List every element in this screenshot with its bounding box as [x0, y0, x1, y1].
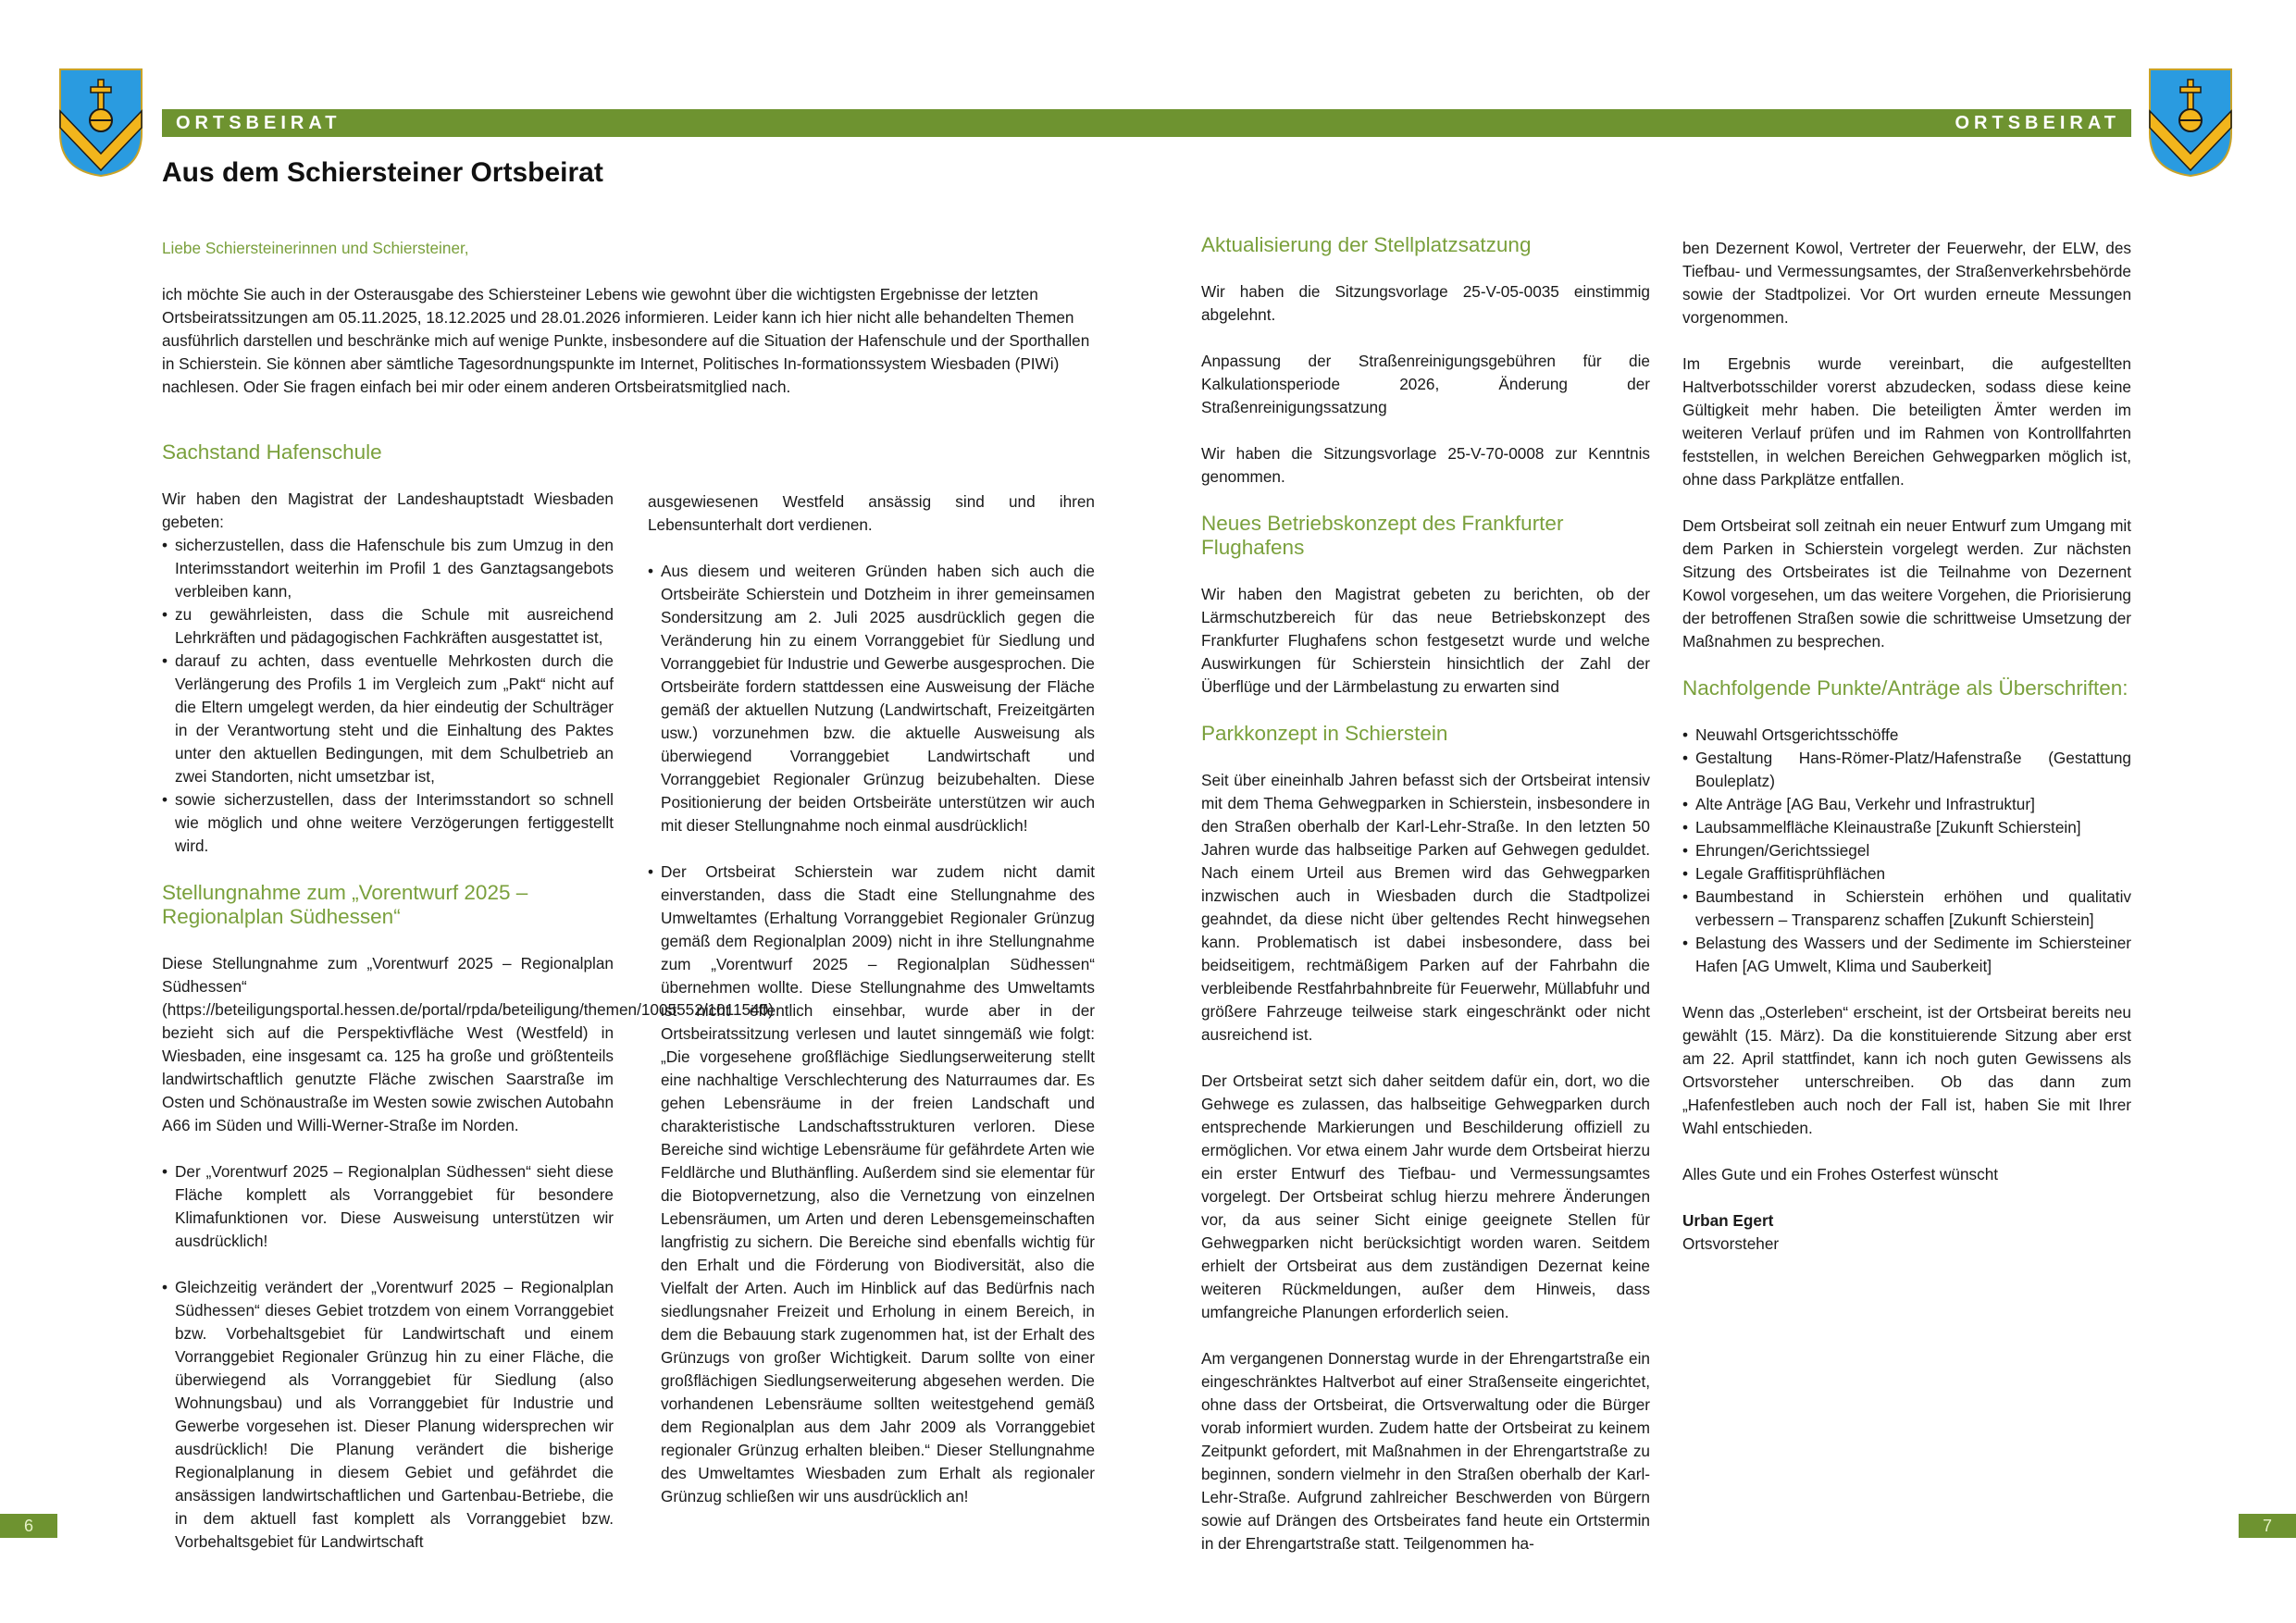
list-item: • sowie sicherzustellen, dass der Interimsstandort so schnell wie möglich und ohne weitere Verzögerungen fertiggestellt wird.: [162, 788, 614, 858]
page-title: Aus dem Schiersteiner Ortsbeirat: [162, 157, 603, 188]
list-item: • Gleichzeitig verändert der „Vorentwurf 2025 – Regionalplan Südhessen“ dieses Gebiet trotzdem von einem Vorranggebiet bzw. Vorbehaltsgebiet für Landwirtschaft und einem Vorranggebiet Regionaler Grünzug hin zu einer Fläche, die überwiegend als Vorranggebiet für Siedlung (also Wohnungsbau) und als Vorranggebiet für Industrie und Gewerbe vorgesehen ist. Dieser Planung widersprechen wir ausdrücklich! Die Planung verändert die bisherige Regionalplanung in diesem Gebiet und gefährdet die ansässigen landwirtschaftlichen und Gartenbau-Betriebe, die in dem aktuell fast komplett als Vorranggebiet bzw. Vorbehaltsgebiet für Landwirtschaft: [162, 1276, 614, 1554]
heading-regionalplan: Stellungnahme zum „Vorentwurf 2025 – Regionalplan Südhessen“: [162, 881, 528, 928]
list-item: • Belastung des Wassers und der Sedimente im Schiersteiner Hafen [AG Umwelt, Klima und Sauberkeit]: [1682, 932, 2131, 978]
paragraph: Wir haben den Magistrat gebeten zu berichten, ob der Lärmschutzbereich für das neue Betriebskonzept des Frankfurter Flughafens schon festgesetzt wurde und welche Auswirkungen für Schierstein hinsichtlich der Zahl der Überflüge und der Lärmbelastung zu erwarten sind: [1201, 585, 1650, 696]
column-3: [1201, 233, 1650, 1579]
section-label-right: ORTSBEIRAT: [1955, 113, 2120, 133]
paragraph: ben Dezernent Kowol, Vertreter der Feuerwehr, der ELW, des Tiefbau- und Vermessungsamtes, der Straßenverkehrsbehörde sowie der Stadtpolizei. Vor Ort wurden erneute Messungen vorgenommen.: [1682, 239, 2131, 327]
list-item: • Alte Anträge [AG Bau, Verkehr und Infrastruktur]: [1682, 793, 2131, 816]
heading-parkkonzept: Parkkonzept in Schierstein: [1201, 722, 1448, 745]
intro-text: ich möchte Sie auch in der Osterausgabe des Schiersteiner Lebens wie gewohnt über die wichtigsten Ergebnisse der letzten Ortsbeiratssitzungen am 05.11.2025, 18.12.2025 und 28.01.2026 informieren. Leider kann ich hier nicht alle behandelten Themen ausführlich darstellen und beschränke mich auf wenige Punkte, insbesondere auf die Situation der Hafenschule und der Sporthallen in Schierstein. Sie können aber sämtliche Tagesordnungspunkte im Internet, Politisches In-formationssystem Wiesbaden (PIWi) nachlesen. Oder Sie fragen einfach bei mir oder einem anderen Ortsbeiratsmitglied nach.: [162, 285, 1090, 396]
intro: [162, 237, 1095, 422]
paragraph: Wir haben die Sitzungsvorlage 25-V-70-0008 zur Kenntnis genommen.: [1201, 444, 1650, 486]
bullet-list: [648, 861, 1095, 1508]
request-list: [162, 534, 614, 858]
list-item: • Ehrungen/Gerichtssiegel: [1682, 839, 2131, 862]
section-bar: [162, 109, 2131, 137]
paragraph: Der Ortsbeirat setzt sich daher seitdem dafür ein, dort, wo die Gehwege es zulassen, das halbseitige Gehwegparken durch entsprechende Markierungen und Beschilderung offiziell zu ermöglichen. Vor etwa einem Jahr wurde dem Ortsbeirat hierzu ein erster Entwurf des Tiefbau- und Vermessungsamtes vorgelegt. Der Ortsbeirat schlug hierzu mehrere Änderungen vor, da aus seiner Sicht einige geeignete Stellen für Gehwegparken nicht berücksichtigt worden waren. Seitdem erhielt der Ortsbeirat aus dem zuständigen Dezernat keine weiteren Rückmeldungen, außer dem Hinweis, dass umfangreiche Planungen erforderlich seien.: [1201, 1072, 1650, 1321]
closing: Alles Gute und ein Frohes Osterfest wünscht: [1682, 1165, 1999, 1183]
column-4: [1682, 237, 2131, 1256]
paragraph: Anpassung der Straßenreinigungsgebühren für die Kalkulationsperiode 2026, Änderung der Straßenreinigungssatzung: [1201, 352, 1650, 416]
coat-of-arms-icon: [57, 67, 144, 178]
list-item: • darauf zu achten, dass eventuelle Mehrkosten durch die Verlängerung des Profils 1 im Vergleich zum „Pakt“ nicht auf die Eltern umgelegt werden, da hier eindeutig der Schulträger in der Verantwortung steht und die Einhaltung des Paktes unter den aktuellen Bedingungen, mit dem Schulbetrieb an zwei Standorten, nicht umsetzbar ist,: [162, 650, 614, 788]
paragraph: Seit über eineinhalb Jahren befasst sich der Ortsbeirat intensiv mit dem Thema Gehwegparken in Schierstein, insbesondere in den Straßen oberhalb der Karl-Lehr-Straße. In den letzten 50 Jahren wurde das halbseitige Parken auf Gehwegen geduldet. Nach einem Urteil aus Bremen wird das Gehwegparken inzwischen auch in Wiesbaden durch die Stadtpolizei geahndet, da diese nicht über geltendes Recht hinwegsehen kann. Problematisch ist dabei insbesondere, dass bei beidseitigem, rechtmäßigem Parken auf der Fahrbahn die verbleibende Restfahrbahnbreite für Feuerwehr, Müllabfuhr und größere Fahrzeuge teilweise stark eingeschränkt oder nicht ausreichend ist.: [1201, 771, 1650, 1044]
signature-role: Ortsvorsteher: [1682, 1234, 1780, 1253]
section-label-left: ORTSBEIRAT: [176, 113, 341, 133]
paragraph: ausgewiesenen Westfeld ansässig sind und ihren Lebensunterhalt dort verdienen.: [648, 492, 1095, 534]
heading-flughafen: Neues Betriebskonzept des Frankfurter Flughafens: [1201, 512, 1564, 559]
greeting: Liebe Schiersteinerinnen und Schiersteiner,: [162, 239, 469, 257]
paragraph: Wir haben die Sitzungsvorlage 25-V-05-0035 einstimmig abgelehnt.: [1201, 282, 1650, 324]
signature-name: Urban Egert: [1682, 1211, 1774, 1230]
paragraph: Wir haben den Magistrat der Landeshauptstadt Wiesbaden gebeten:: [162, 489, 614, 531]
list-item: • Der „Vorentwurf 2025 – Regionalplan Südhessen“ sieht diese Fläche komplett als Vorranggebiet für besondere Klimafunktionen vor. Diese Ausweisung unterstützen wir ausdrücklich!: [162, 1160, 614, 1253]
paragraph: Dem Ortsbeirat soll zeitnah ein neuer Entwurf zum Umgang mit dem Parken in Schierstein vorgelegt werden. Zur nächsten Sitzung des Ortsbeirates ist die Teilnahme von Dezernent Kowol vorgesehen, um das weitere Vorgehen, die Priorisierung der betroffenen Straßen sowie die schrittweise Umsetzung der Maßnahmen zu besprechen.: [1682, 516, 2131, 650]
column-1: [162, 440, 774, 1577]
heading-antraege: Nachfolgende Punkte/Anträge als Überschriften:: [1682, 676, 2128, 700]
list-item: • Gestaltung Hans-Römer-Platz/Hafenstraße (Gestattung Bouleplatz): [1682, 747, 2131, 793]
heading-hafenschule: Sachstand Hafenschule: [162, 440, 382, 464]
list-item: • sicherzustellen, dass die Hafenschule bis zum Umzug in den Interimsstandort weiterhin im Profil 1 des Ganztagsangebots verbleiben kann,: [162, 534, 614, 603]
list-item: • Neuwahl Ortsgerichtsschöffe: [1682, 724, 2131, 747]
paragraph: Wenn das „Osterleben“ erscheint, ist der Ortsbeirat bereits neu gewählt (15. März). Da die konstituierende Sitzung aber erst am 22. April stattfindet, kann ich noch guten Gewissens als Ortsvorsteher unterschreiben. Ob das dann zum „Hafenfestleben auch noch der Fall ist, haben Sie mit Ihrer Wahl entschieden.: [1682, 1003, 2131, 1137]
heading-stellplatzsatzung: Aktualisierung der Stellplatzsatzung: [1201, 233, 1532, 256]
coat-of-arms-icon: [2147, 67, 2234, 178]
list-item: • zu gewährleisten, dass die Schule mit ausreichend Lehrkräften und pädagogischen Fachkräften ausgestattet ist,: [162, 603, 614, 650]
agenda-list: [1682, 724, 2131, 978]
list-item: • Legale Graffitisprühflächen: [1682, 862, 2131, 886]
bullet-list: [648, 560, 1095, 837]
paragraph: Diese Stellungnahme zum „Vorentwurf 2025 – Regionalplan Südhessen“ (https://beteiligungsportal.hessen.de/portal/rpda/beteiligung/themen/1005552/1011540) bezieht sich auf die Perspektivfläche West (Westfeld) in Wiesbaden, eine insgesamt ca. 125 ha große und größtenteils landwirtschaftlich genutzte Fläche zwischen Saarstraße im Osten und Schönaustraße im Westen sowie zwischen Autobahn A66 im Süden und Willi-Werner-Straße im Norden.: [162, 954, 774, 1134]
bullet-list: [162, 1276, 614, 1554]
page-number-left: 6: [0, 1514, 57, 1538]
list-item: • Der Ortsbeirat Schierstein war zudem nicht damit einverstanden, dass die Stadt eine Stellungnahme des Umweltamtes (Erhaltung Vorranggebiet Regionaler Grünzug gemäß dem Regionalplan 2009) nicht in ihre Stellungnahme zum „Vorentwurf 2025 – Regionalplan Südhessen“ übernehmen wollte. Diese Stellungnahme des Umweltamts ist nicht öffentlich einsehbar, wurde aber in der Ortsbeiratssitzung verlesen und lautet sinngemäß wie folgt: „Die vorgesehene großflächige Siedlungserweiterung stellt eine nachhaltige Verschlechterung des Naturraumes dar. Es gehen Lebensräume in der freien Landschaft und charakteristische Landschaftsstrukturen verloren. Diese Bereiche sind wichtige Lebensräume für gefährdete Arten wie Feldlärche und Bluthänfling. Außerdem sind sie elementar für die Biotopvernetzung, also die Vernetzung von einzelnen Lebensräumen, um Arten und deren Lebensgemeinschaften langfristig zu sichern. Die Bereiche sind ebenfalls wichtig für den Erhalt und die Förderung von Biodiversität, also die Vielfalt der Arten. Auch im Hinblick auf das Bedürfnis nach siedlungsnaher Freizeit und Erholung in einem Bereich, in dem die Bebauung stark zugenommen hat, ist der Erhalt des Grünzugs von großer Wichtigkeit. Darum sollte von einer großflächigen Siedlungserweiterung abgesehen werden. Die vorhandenen Lebensräume sollten weitestgehend gemäß dem Regionalplan aus dem Jahr 2009 als Vorranggebiet regionaler Grünzug erhalten bleiben.“ Dieser Stellungnahme des Umweltamtes Wiesbaden zum Erhalt als regionaler Grünzug schließen wir uns ausdrücklich an!: [648, 861, 1095, 1508]
list-item: • Aus diesem und weiteren Gründen haben sich auch die Ortsbeiräte Schierstein und Dotzheim in ihrer gemeinsamen Sondersitzung am 2. Juli 2025 ausdrücklich gegen die Veränderung hin zu einem Vorranggebiet für Siedlung und Vorranggebiet für Industrie und Gewerbe ausgesprochen. Die Ortsbeiräte fordern stattdessen eine Ausweisung der Fläche gemäß der aktuellen Nutzung (Landwirtschaft, Freizeitgärten usw.) vorzunehmen bzw. die aktuelle Ausweisung als überwiegend Vorranggebiet Landwirtschaft und Vorranggebiet Regionaler Grünzug beizubehalten. Diese Positionierung der beiden Ortsbeiräte unterstützen wir auch mit dieser Stellungnahme noch einmal ausdrücklich!: [648, 560, 1095, 837]
page-number-right: 7: [2239, 1514, 2296, 1538]
paragraph: Im Ergebnis wurde vereinbart, die aufgestellten Haltverbotsschilder vorerst abzudecken, sodass diese keine Gültigkeit mehr haben. Die beteiligten Ämter werden im weiteren Verlauf prüfen und im Rahmen von Kontrollfahrten feststellen, in welchen Bereichen Gehwegparken möglich ist, ohne dass Parkplätze entfallen.: [1682, 354, 2131, 489]
list-item: • Laubsammelfläche Kleinaustraße [Zukunft Schierstein]: [1682, 816, 2131, 839]
column-2: [648, 490, 1095, 1531]
list-item: • Baumbestand in Schierstein erhöhen und qualitativ verbessern – Transparenz schaffen [Zukunft Schierstein]: [1682, 886, 2131, 932]
bullet-list: [162, 1160, 614, 1253]
paragraph: Am vergangenen Donnerstag wurde in der Ehrengartstraße ein eingeschränktes Haltverbot auf einer Straßenseite eingerichtet, ohne dass der Ortsbeirat, die Ortsverwaltung oder die Bürger vorab informiert wurden. Zudem hatte der Ortsbeirat zu keinem Zeitpunkt gefordert, mit Maßnahmen in der Ehrengartstraße zu beginnen, sondern vielmehr in den Straßen oberhalb der Karl-Lehr-Straße. Aufgrund zahlreicher Beschwerden von Bürgern sowie auf Drängen des Ortsbeirates fand heute ein Ortstermin in der Ehrengartstraße statt. Teilgenommen ha-: [1201, 1349, 1650, 1553]
